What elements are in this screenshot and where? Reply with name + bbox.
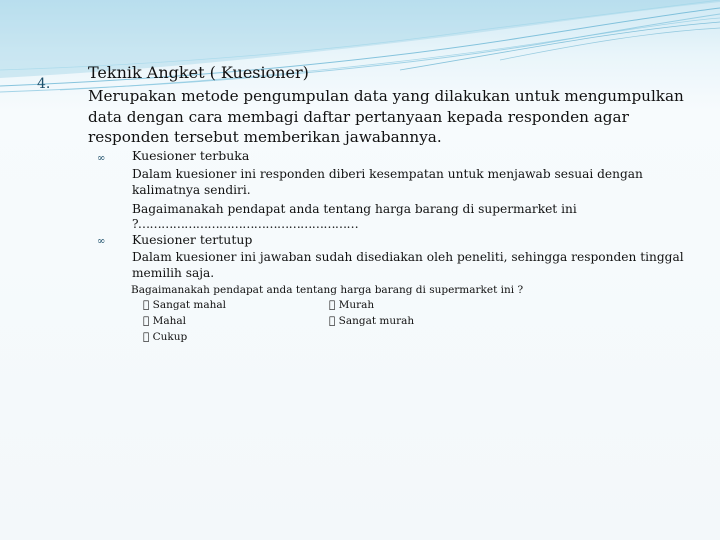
list-number: 4. <box>37 76 51 92</box>
section-intro: Merupakan metode pengumpulan data yang dilakukan untuk mengumpulkan data dengan cara membagi daftar pertanyaan kepada responden agar responden tersebut memberikan jawabannya. <box>88 87 684 146</box>
open-questionnaire-example-line2: ?………………………………………………… <box>132 217 359 231</box>
open-questionnaire-example-line1: Bagaimanakah pendapat anda tentang harga barang di supermarket ini <box>132 202 577 216</box>
infinity-bullet-icon: ∞ <box>97 236 106 247</box>
open-questionnaire-title: Kuesioner terbuka <box>132 148 250 163</box>
open-questionnaire-desc: Dalam kuesioner ini responden diberi kesempatan untuk menjawab sesuai dengan kalimatnya sendiri. <box>132 167 643 197</box>
closed-question-text: Bagaimanakah pendapat anda tentang harga barang di supermarket ini ? <box>131 284 524 296</box>
infinity-bullet-icon: ∞ <box>97 153 106 164</box>
closed-questionnaire-title: Kuesioner tertutup <box>132 232 253 247</box>
option-sangat-mahal: Sangat mahal <box>143 299 217 311</box>
option-sangat-murah: Sangat murah <box>329 315 405 327</box>
section-title: Teknik Angket ( Kuesioner) <box>88 63 309 82</box>
option-murah: Murah <box>329 299 365 311</box>
closed-questionnaire-desc: Dalam kuesioner ini jawaban sudah disediakan oleh peneliti, sehingga responden tinggal memilih saja. <box>132 250 684 280</box>
option-mahal: Mahal <box>143 315 177 327</box>
option-cukup: Cukup <box>143 331 178 343</box>
